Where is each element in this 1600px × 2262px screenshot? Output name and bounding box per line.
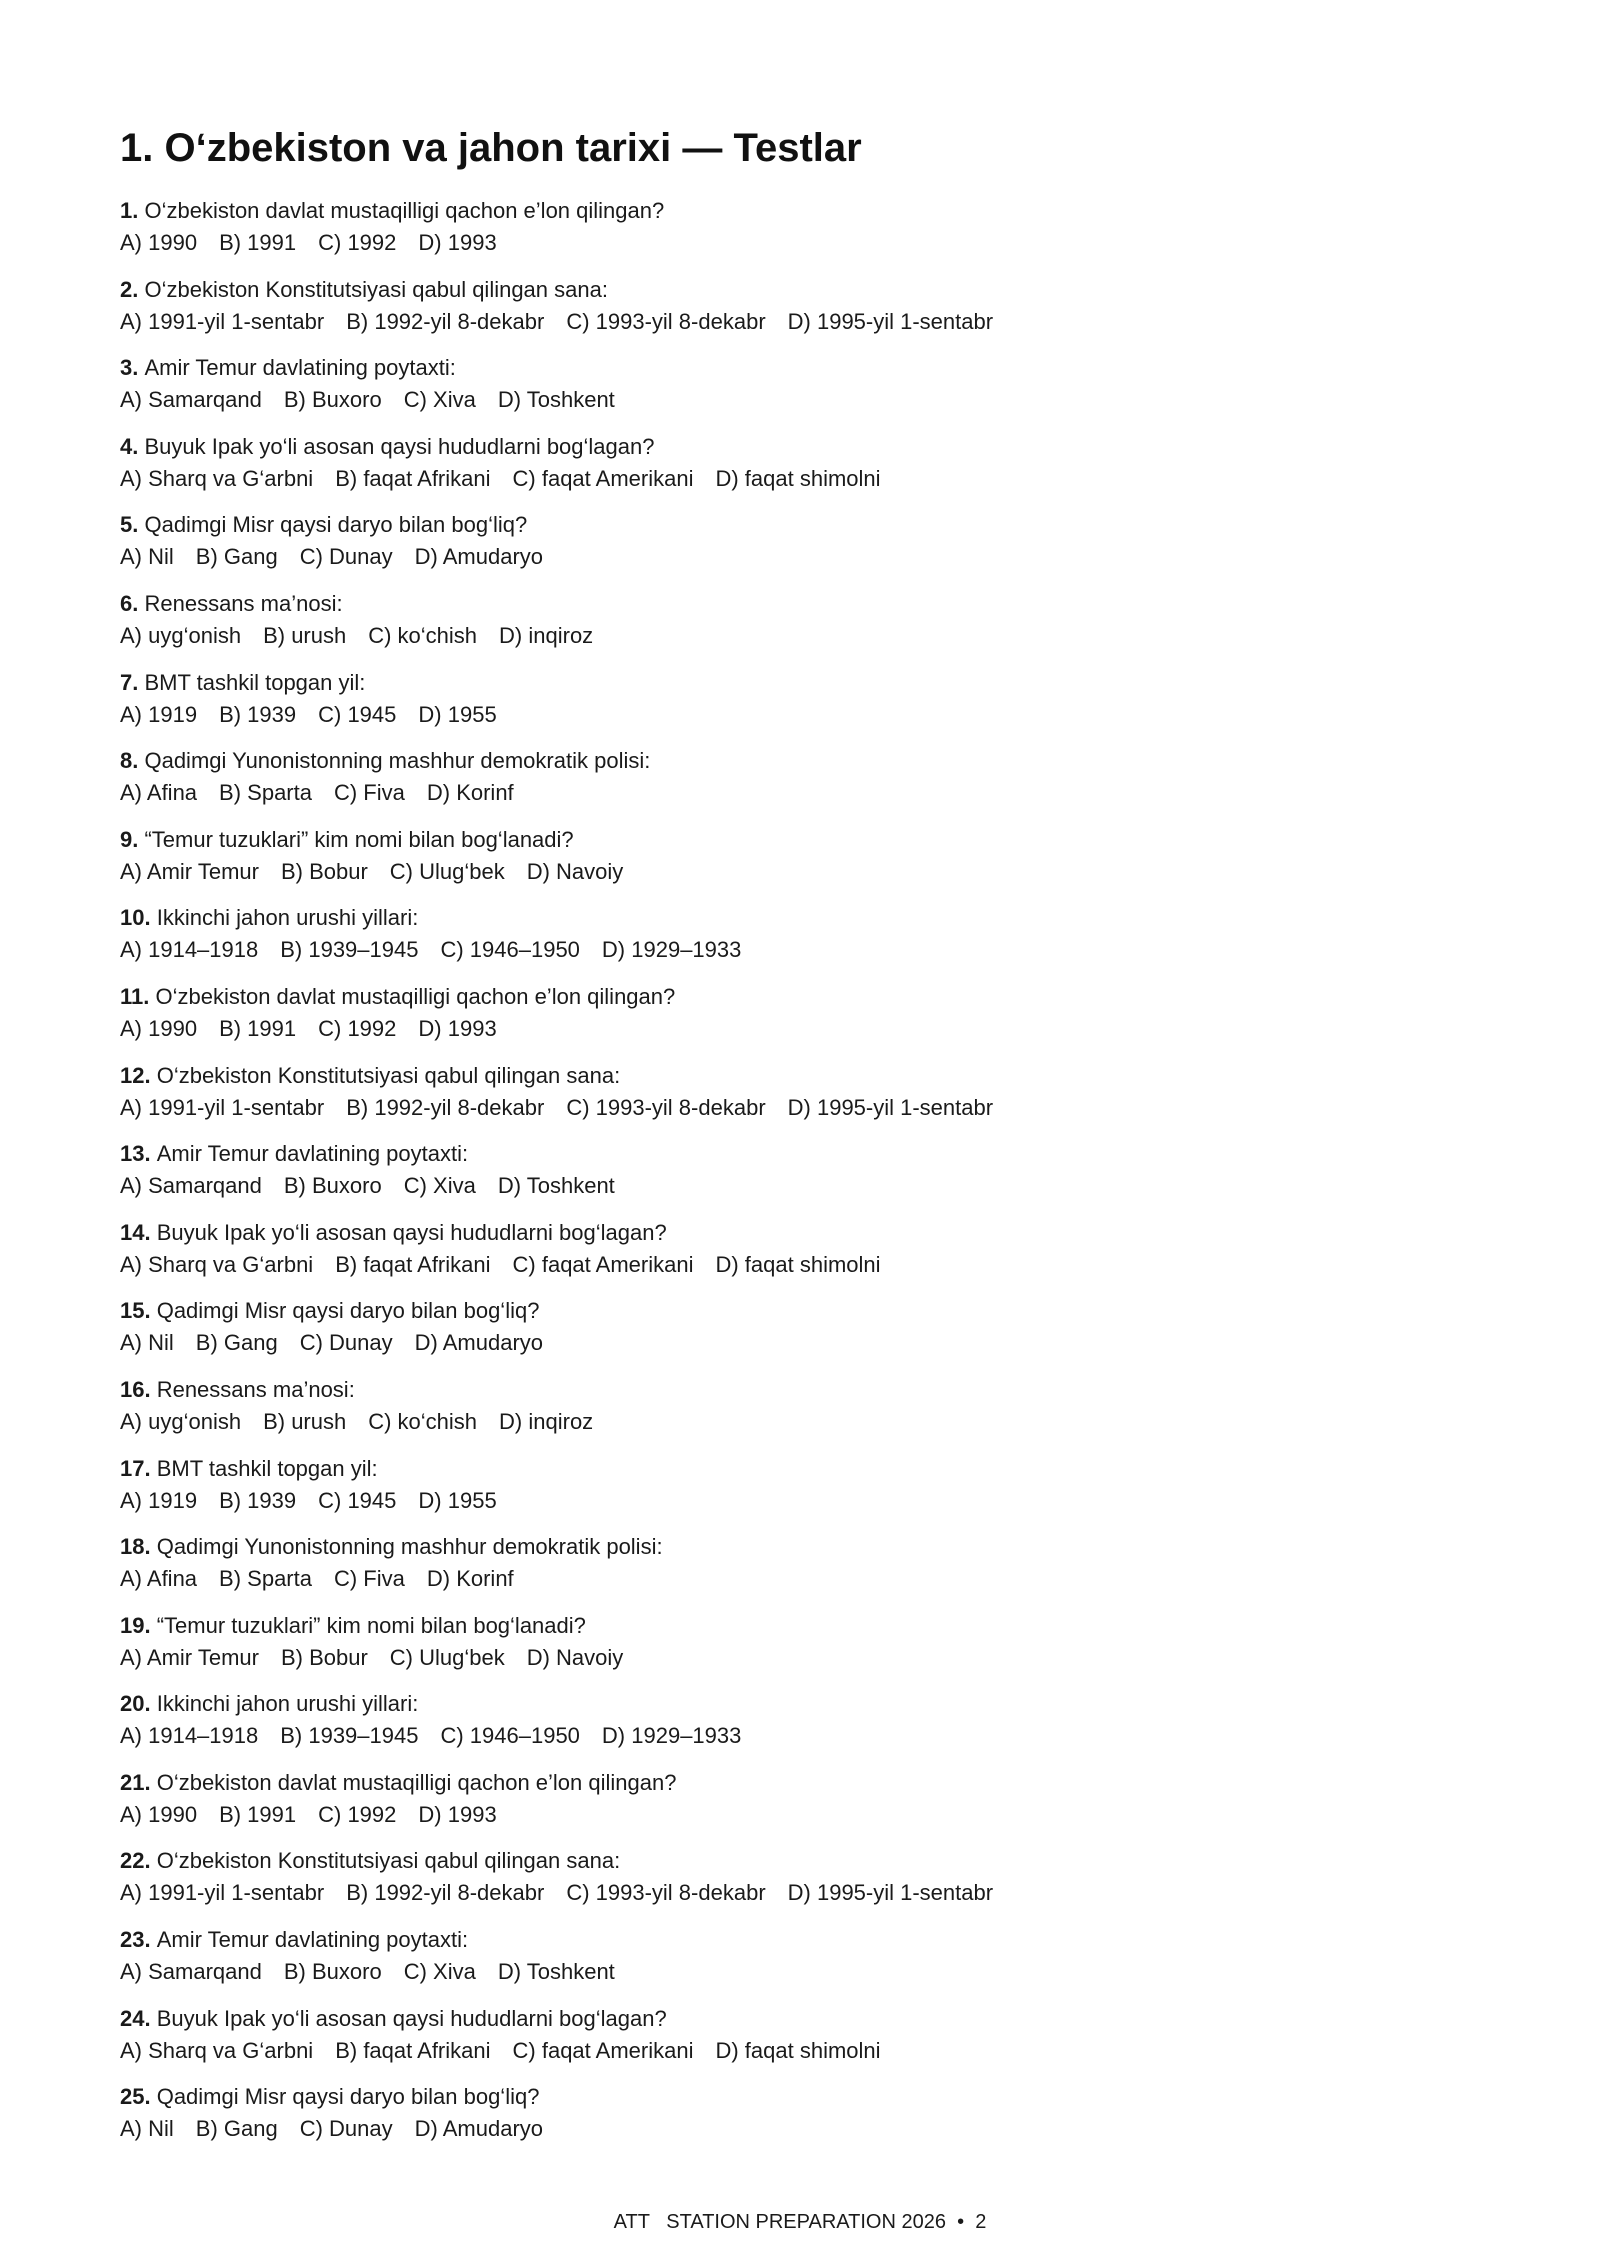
answer-option: A) 1990 [120, 230, 198, 255]
answer-option: D) 1929–1933 [601, 1723, 742, 1749]
answer-option: A) Nil [120, 1330, 174, 1356]
answer-options [120, 1327, 1480, 1359]
question-text: Amir Temur davlatining poytaxti: [156, 1141, 469, 1167]
question-number: 9. [120, 826, 145, 852]
question-number: 14. [120, 1219, 157, 1245]
question-text: “Temur tuzuklari” kim nomi bilan bog‘lanadi? [144, 826, 574, 852]
answer-options [120, 1956, 1480, 1988]
question-text: Buyuk Ipak yo‘li asosan qaysi hududlarni bog‘lagan? [156, 1219, 667, 1245]
answer-option: B) Bobur [280, 1644, 368, 1670]
question-number: 3. [120, 355, 145, 381]
question-number: 13. [120, 1141, 157, 1167]
answer-options [120, 463, 1480, 495]
answer-option: B) Gang [195, 1330, 278, 1356]
answer-option: C) ko‘chish [368, 1408, 478, 1434]
question-number: 6. [120, 590, 145, 616]
answer-option: B) Sparta [219, 1566, 312, 1592]
question-item [120, 1767, 1480, 1846]
answer-options [120, 2035, 1480, 2067]
answer-options [120, 306, 1480, 338]
answer-option: A) 1991-yil 1-sentabr [120, 308, 325, 334]
question-text: O‘zbekiston Konstitutsiyasi qabul qilingan sana: [144, 276, 608, 302]
answer-option: D) Amudaryo [414, 1330, 544, 1356]
answer-option: B) Bobur [280, 858, 368, 884]
answer-option: A) 1991-yil 1-sentabr [120, 1094, 325, 1120]
answer-option: C) Xiva [403, 1959, 476, 1985]
answer-option: B) 1939–1945 [280, 1723, 419, 1749]
answer-option: D) Toshkent [497, 1959, 615, 1985]
answer-option: A) Nil [120, 544, 174, 570]
question-item [120, 509, 1480, 588]
answer-option: C) Fiva [333, 780, 405, 806]
answer-option: A) Nil [120, 2116, 174, 2142]
question-text: Renessans ma’nosi: [156, 1376, 355, 1402]
answer-option: A) 1990 [120, 1015, 198, 1041]
answer-options [120, 1485, 1480, 1517]
answer-option: B) 1992-yil 8-dekabr [346, 1880, 545, 1906]
question-number: 12. [120, 1062, 157, 1088]
answer-option: D) Navoiy [526, 858, 624, 884]
question-text-line [120, 1453, 1480, 1485]
question-number: 20. [120, 1691, 157, 1717]
question-item [120, 1217, 1480, 1296]
answer-option: D) Toshkent [497, 1173, 615, 1199]
question-number: 19. [120, 1612, 157, 1638]
answer-option: C) Dunay [299, 1330, 393, 1356]
question-text-line [120, 1138, 1480, 1170]
question-number: 7. [120, 669, 145, 695]
page-footer: ATT STATION PREPARATION 2026 • 2 [613, 2211, 987, 2233]
question-text-line [120, 1845, 1480, 1877]
answer-option: C) faqat Amerikani [512, 2037, 694, 2063]
answer-option: A) 1919 [120, 701, 198, 727]
question-number: 5. [120, 512, 145, 538]
answer-option: A) 1919 [120, 1487, 198, 1513]
answer-options [120, 1092, 1480, 1124]
answer-option: D) inqiroz [499, 1408, 594, 1434]
answer-option: B) Gang [195, 2116, 278, 2142]
answer-option: D) Amudaryo [414, 2116, 544, 2142]
answer-option: A) Samarqand [120, 1173, 262, 1199]
answer-option: D) faqat shimolni [715, 2037, 881, 2063]
question-number: 10. [120, 905, 157, 931]
question-text: Ikkinchi jahon urushi yillari: [156, 1691, 419, 1717]
answer-option: C) Fiva [333, 1566, 405, 1592]
answer-option: B) 1991 [219, 1015, 297, 1041]
question-text: O‘zbekiston davlat mustaqilligi qachon e’lon qilingan? [155, 983, 676, 1009]
answer-option: A) Sharq va G‘arbni [120, 465, 314, 491]
question-text-line [120, 1688, 1480, 1720]
page-title: 1. O‘zbekiston va jahon tarixi — Testlar [120, 126, 862, 170]
answer-option: A) Samarqand [120, 387, 262, 413]
answer-option: D) faqat shimolni [715, 465, 881, 491]
question-text-line [120, 509, 1480, 541]
question-text-line [120, 745, 1480, 777]
answer-option: A) Samarqand [120, 1959, 262, 1985]
answer-option: C) 1993-yil 8-dekabr [566, 1094, 766, 1120]
answer-option: D) inqiroz [499, 622, 594, 648]
question-number: 24. [120, 2005, 157, 2031]
answer-option: D) 1995-yil 1-sentabr [787, 1880, 994, 1906]
question-number: 4. [120, 433, 145, 459]
answer-option: C) 1993-yil 8-dekabr [566, 308, 766, 334]
question-item [120, 195, 1480, 274]
answer-options [120, 2113, 1480, 2145]
question-text-line [120, 195, 1480, 227]
question-item [120, 1295, 1480, 1374]
question-text: O‘zbekiston Konstitutsiyasi qabul qilingan sana: [156, 1062, 621, 1088]
question-text: Qadimgi Yunonistonning mashhur demokratik polisi: [144, 748, 651, 774]
answer-options [120, 1170, 1480, 1202]
question-text-line [120, 1295, 1480, 1327]
question-number: 18. [120, 1534, 157, 1560]
question-text: BMT tashkil topgan yil: [144, 669, 366, 695]
question-text: Amir Temur davlatining poytaxti: [156, 1927, 469, 1953]
answer-options [120, 1406, 1480, 1438]
question-text-line [120, 1610, 1480, 1642]
answer-option: B) urush [263, 1408, 347, 1434]
answer-option: B) urush [263, 622, 347, 648]
answer-option: D) 1995-yil 1-sentabr [787, 308, 994, 334]
question-number: 16. [120, 1376, 157, 1402]
answer-option: B) 1991 [219, 1801, 297, 1827]
question-text-line [120, 2003, 1480, 2035]
answer-options [120, 1013, 1480, 1045]
question-item [120, 1531, 1480, 1610]
question-text-line [120, 1924, 1480, 1956]
answer-option: C) faqat Amerikani [512, 465, 694, 491]
question-item [120, 902, 1480, 981]
question-item [120, 1060, 1480, 1139]
answer-option: B) 1992-yil 8-dekabr [346, 308, 545, 334]
question-list [120, 195, 1480, 2160]
answer-option: B) faqat Afrikani [335, 1251, 491, 1277]
answer-option: D) Amudaryo [414, 544, 544, 570]
answer-options [120, 1642, 1480, 1674]
question-number: 2. [120, 276, 145, 302]
answer-option: C) Ulug‘bek [389, 858, 505, 884]
question-number: 11. [120, 983, 156, 1009]
question-item [120, 1688, 1480, 1767]
question-text: Buyuk Ipak yo‘li asosan qaysi hududlarni bog‘lagan? [156, 2005, 667, 2031]
question-item [120, 824, 1480, 903]
answer-option: B) Buxoro [283, 1173, 382, 1199]
answer-option: C) ko‘chish [368, 622, 478, 648]
answer-option: C) 1946–1950 [440, 937, 580, 963]
answer-option: C) Dunay [299, 2116, 393, 2142]
answer-option: D) Korinf [426, 1566, 514, 1592]
answer-options [120, 227, 1480, 259]
answer-option: B) Buxoro [283, 387, 382, 413]
answer-option: D) 1955 [418, 1487, 497, 1513]
answer-option: C) Xiva [403, 1173, 476, 1199]
question-text: Amir Temur davlatining poytaxti: [144, 355, 456, 381]
question-text: O‘zbekiston davlat mustaqilligi qachon e’lon qilingan? [156, 1769, 677, 1795]
question-text-line [120, 274, 1480, 306]
answer-option: B) Gang [195, 544, 278, 570]
question-text: O‘zbekiston Konstitutsiyasi qabul qilingan sana: [156, 1848, 621, 1874]
answer-option: D) 1993 [418, 1015, 497, 1041]
answer-option: A) Sharq va G‘arbni [120, 2037, 314, 2063]
question-number: 25. [120, 2084, 157, 2110]
question-item [120, 1374, 1480, 1453]
answer-option: B) faqat Afrikani [335, 2037, 491, 2063]
question-text: Ikkinchi jahon urushi yillari: [156, 905, 419, 931]
answer-option: C) faqat Amerikani [512, 1251, 694, 1277]
answer-options [120, 620, 1480, 652]
question-item [120, 667, 1480, 746]
question-item [120, 1845, 1480, 1924]
question-number: 8. [120, 748, 145, 774]
question-text-line [120, 431, 1480, 463]
question-item [120, 1610, 1480, 1689]
answer-option: A) 1914–1918 [120, 937, 259, 963]
answer-options [120, 1720, 1480, 1752]
answer-option: C) 1945 [318, 1487, 397, 1513]
answer-option: A) 1914–1918 [120, 1723, 259, 1749]
answer-option: B) Sparta [219, 780, 312, 806]
answer-option: A) 1991-yil 1-sentabr [120, 1880, 325, 1906]
question-number: 17. [120, 1455, 157, 1481]
answer-option: A) Afina [120, 1566, 198, 1592]
question-text: BMT tashkil topgan yil: [156, 1455, 378, 1481]
answer-options [120, 856, 1480, 888]
answer-options [120, 384, 1480, 416]
answer-option: A) 1990 [120, 1801, 198, 1827]
question-text-line [120, 1767, 1480, 1799]
question-text-line [120, 824, 1480, 856]
answer-options [120, 1563, 1480, 1595]
question-item [120, 1924, 1480, 2003]
answer-option: C) 1946–1950 [440, 1723, 580, 1749]
answer-options [120, 699, 1480, 731]
question-number: 21. [120, 1769, 157, 1795]
answer-option: D) Korinf [426, 780, 514, 806]
question-item [120, 745, 1480, 824]
answer-option: D) Navoiy [526, 1644, 624, 1670]
question-number: 22. [120, 1848, 157, 1874]
answer-options [120, 777, 1480, 809]
answer-option: B) 1992-yil 8-dekabr [346, 1094, 545, 1120]
question-item [120, 2081, 1480, 2160]
question-item [120, 431, 1480, 510]
question-item [120, 274, 1480, 353]
answer-options [120, 1249, 1480, 1281]
question-text: “Temur tuzuklari” kim nomi bilan bog‘lanadi? [156, 1612, 586, 1638]
answer-option: A) uyg‘onish [120, 622, 242, 648]
answer-option: D) 1929–1933 [601, 937, 742, 963]
answer-option: D) 1993 [418, 1801, 497, 1827]
answer-option: A) Sharq va G‘arbni [120, 1251, 314, 1277]
question-number: 15. [120, 1298, 157, 1324]
question-text-line [120, 667, 1480, 699]
question-text-line [120, 1531, 1480, 1563]
question-item [120, 1138, 1480, 1217]
answer-option: A) uyg‘onish [120, 1408, 242, 1434]
question-text-line [120, 1060, 1480, 1092]
answer-option: B) 1939–1945 [280, 937, 419, 963]
question-text-line [120, 902, 1480, 934]
answer-options [120, 541, 1480, 573]
question-text: Buyuk Ipak yo‘li asosan qaysi hududlarni bog‘lagan? [144, 433, 655, 459]
answer-option: D) faqat shimolni [715, 1251, 881, 1277]
answer-option: C) 1945 [318, 701, 397, 727]
question-text: Qadimgi Misr qaysi daryo bilan bog‘liq? [156, 2084, 540, 2110]
answer-option: B) 1939 [219, 701, 297, 727]
question-text-line [120, 588, 1480, 620]
question-text: Qadimgi Misr qaysi daryo bilan bog‘liq? [144, 512, 528, 538]
answer-option: C) Dunay [299, 544, 393, 570]
question-text: Renessans ma’nosi: [144, 590, 343, 616]
question-text-line [120, 1374, 1480, 1406]
answer-option: C) Ulug‘bek [389, 1644, 505, 1670]
answer-option: B) faqat Afrikani [335, 465, 491, 491]
question-text-line [120, 981, 1480, 1013]
answer-option: B) Buxoro [283, 1959, 382, 1985]
answer-option: A) Afina [120, 780, 198, 806]
answer-option: C) 1992 [318, 230, 397, 255]
question-text-line [120, 352, 1480, 384]
question-item [120, 352, 1480, 431]
answer-option: A) Amir Temur [120, 1644, 259, 1670]
question-text-line [120, 2081, 1480, 2113]
answer-options [120, 934, 1480, 966]
answer-option: D) Toshkent [497, 387, 615, 413]
answer-option: C) 1993-yil 8-dekabr [566, 1880, 766, 1906]
question-number: 1. [120, 198, 145, 223]
answer-option: D) 1995-yil 1-sentabr [787, 1094, 994, 1120]
answer-options [120, 1877, 1480, 1909]
answer-option: C) 1992 [318, 1015, 397, 1041]
question-text: Qadimgi Yunonistonning mashhur demokratik polisi: [156, 1534, 663, 1560]
answer-option: B) 1939 [219, 1487, 297, 1513]
answer-option: D) 1993 [418, 230, 497, 255]
question-item [120, 1453, 1480, 1532]
answer-options [120, 1799, 1480, 1831]
answer-option: C) Xiva [403, 387, 476, 413]
answer-option: B) 1991 [219, 230, 297, 255]
question-item [120, 588, 1480, 667]
answer-option: C) 1992 [318, 1801, 397, 1827]
question-text: O‘zbekiston davlat mustaqilligi qachon e’lon qilingan? [144, 198, 665, 223]
question-item [120, 981, 1480, 1060]
question-item [120, 2003, 1480, 2082]
answer-option: A) Amir Temur [120, 858, 259, 884]
document-page [120, 118, 1480, 2160]
question-number: 23. [120, 1927, 157, 1953]
question-text-line [120, 1217, 1480, 1249]
answer-option: D) 1955 [418, 701, 497, 727]
question-text: Qadimgi Misr qaysi daryo bilan bog‘liq? [156, 1298, 540, 1324]
